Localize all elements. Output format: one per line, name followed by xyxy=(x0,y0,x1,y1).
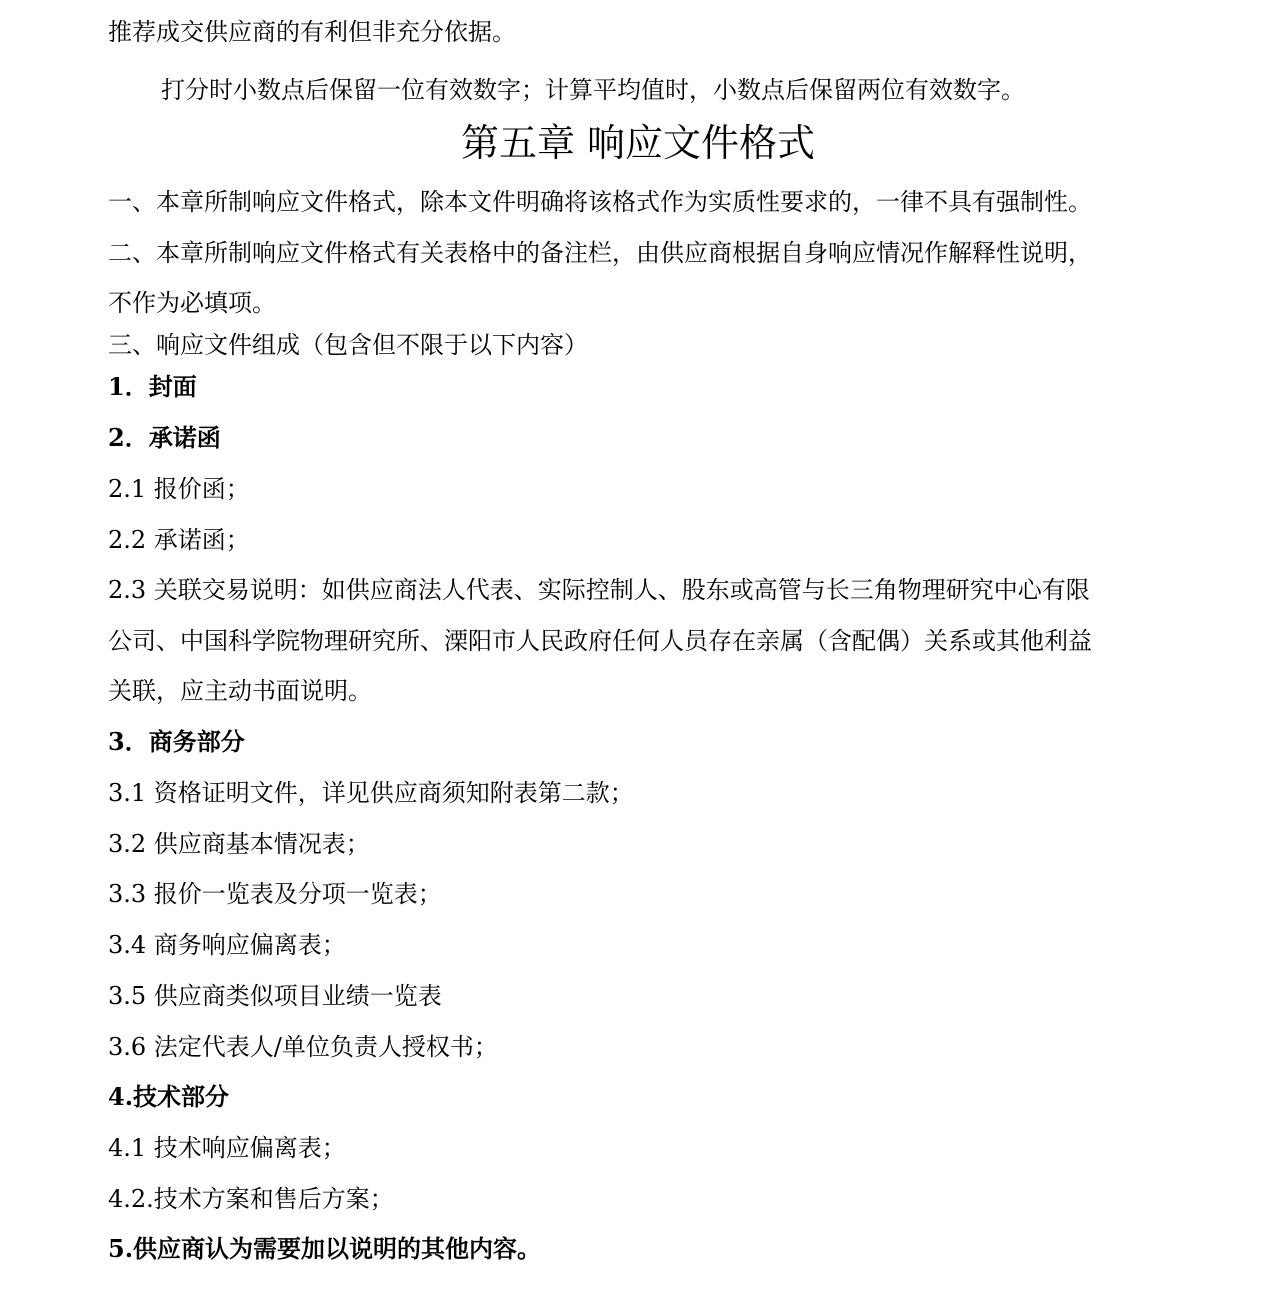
rule-3: 三、响应文件组成（包含但不限于以下内容） xyxy=(108,331,588,359)
section-3-heading: 3．商务部分 xyxy=(108,727,245,756)
item-2-1: 2.1 报价函； xyxy=(108,475,250,503)
item-3-1: 3.1 资格证明文件，详见供应商须知附表第二款； xyxy=(108,779,634,807)
item-3-4: 3.4 商务响应偏离表； xyxy=(108,931,346,959)
item-3-2: 3.2 供应商基本情况表； xyxy=(108,830,370,858)
section-4-heading: 4.技术部分 xyxy=(108,1082,230,1111)
section-5-heading: 5.供应商认为需要加以说明的其他内容。 xyxy=(108,1234,542,1263)
section-2-heading: 2．承诺函 xyxy=(108,423,221,452)
item-3-3: 3.3 报价一览表及分项一览表； xyxy=(108,880,442,908)
item-3-5: 3.5 供应商类似项目业绩一览表 xyxy=(108,982,442,1010)
item-3-6: 3.6 法定代表人/单位负责人授权书； xyxy=(108,1033,498,1061)
rule-1: 一、本章所制响应文件格式，除本文件明确将该格式作为实质性要求的，一律不具有强制性。 xyxy=(108,188,1092,216)
intro-line-1: 推荐成交供应商的有利但非充分依据。 xyxy=(108,18,516,46)
item-2-3-line-3: 关联，应主动书面说明。 xyxy=(108,677,372,705)
item-2-2: 2.2 承诺函； xyxy=(108,526,250,554)
rule-2-line-1: 二、本章所制响应文件格式有关表格中的备注栏，由供应商根据自身响应情况作解释性说明， xyxy=(108,239,1092,267)
item-4-1: 4.1 技术响应偏离表； xyxy=(108,1134,346,1162)
rule-2-line-2: 不作为必填项。 xyxy=(108,289,276,317)
item-2-3-line-2: 公司、中国科学院物理研究所、溧阳市人民政府任何人员存在亲属（含配偶）关系或其他利益 xyxy=(108,627,1092,655)
item-2-3-line-1: 2.3 关联交易说明：如供应商法人代表、实际控制人、股东或高管与长三角物理研究中心有限 xyxy=(108,576,1090,604)
intro-line-2: 打分时小数点后保留一位有效数字；计算平均值时，小数点后保留两位有效数字。 xyxy=(161,76,1025,104)
section-1-heading: 1．封面 xyxy=(108,372,197,401)
chapter-title: 第五章 响应文件格式 xyxy=(460,121,816,165)
item-4-2: 4.2.技术方案和售后方案； xyxy=(108,1185,394,1213)
